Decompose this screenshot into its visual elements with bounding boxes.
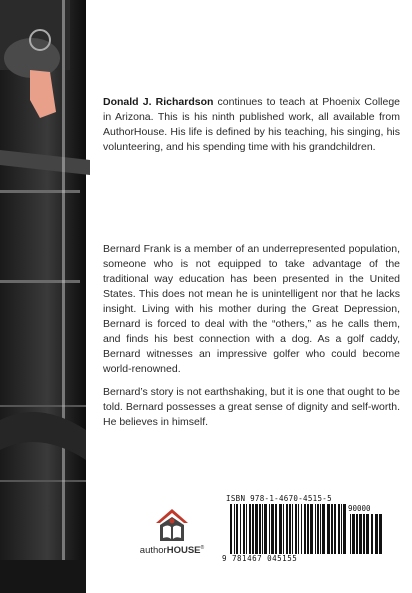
publisher-logo bbox=[132, 507, 212, 557]
author-name: Donald J. Richardson bbox=[103, 96, 214, 108]
book-blurb bbox=[103, 242, 400, 438]
isbn-barcode bbox=[222, 492, 387, 564]
house-book-icon bbox=[132, 507, 212, 543]
isbn-label: ISBN 978-1-4670-4515-5 bbox=[226, 494, 332, 503]
blurb-paragraph-1: Bernard Frank is a member of an underrepresented population, someone who is not equipped to take advantage of the traditional way education has been presented in the United States. This does not mean he is unintelligent nor that he lacks insight. Living with his mother during the Great Depression, Bernard is forced to deal with the “others,” as he calls them, and finds his best connection with a dog. As a golf caddy, Bernard witnesses an impressive golfer who could become world-renowned. bbox=[103, 243, 400, 375]
barcode-digits: 9 781467 045155 bbox=[222, 554, 298, 563]
golf-bag-image bbox=[0, 0, 100, 593]
author-bio-text: continues to teach at Phoenix College in Arizona. This is his ninth published work, all available from AuthorHouse. His life is defined by his teaching, his singing, his volunteering, and his spending time with his grandchildren. bbox=[103, 96, 401, 153]
price-code: 90000 bbox=[348, 504, 371, 513]
barcode-bars bbox=[230, 504, 346, 554]
author-bio bbox=[103, 95, 400, 155]
blurb-paragraph-2: Bernard’s story is not earthshaking, but it is one that ought to be told. Bernard possesses a great sense of dignity and self-worth. He believes in himself. bbox=[103, 386, 400, 428]
publisher-name: authorHOUSE® bbox=[139, 545, 205, 557]
price-barcode-bars bbox=[350, 514, 384, 554]
